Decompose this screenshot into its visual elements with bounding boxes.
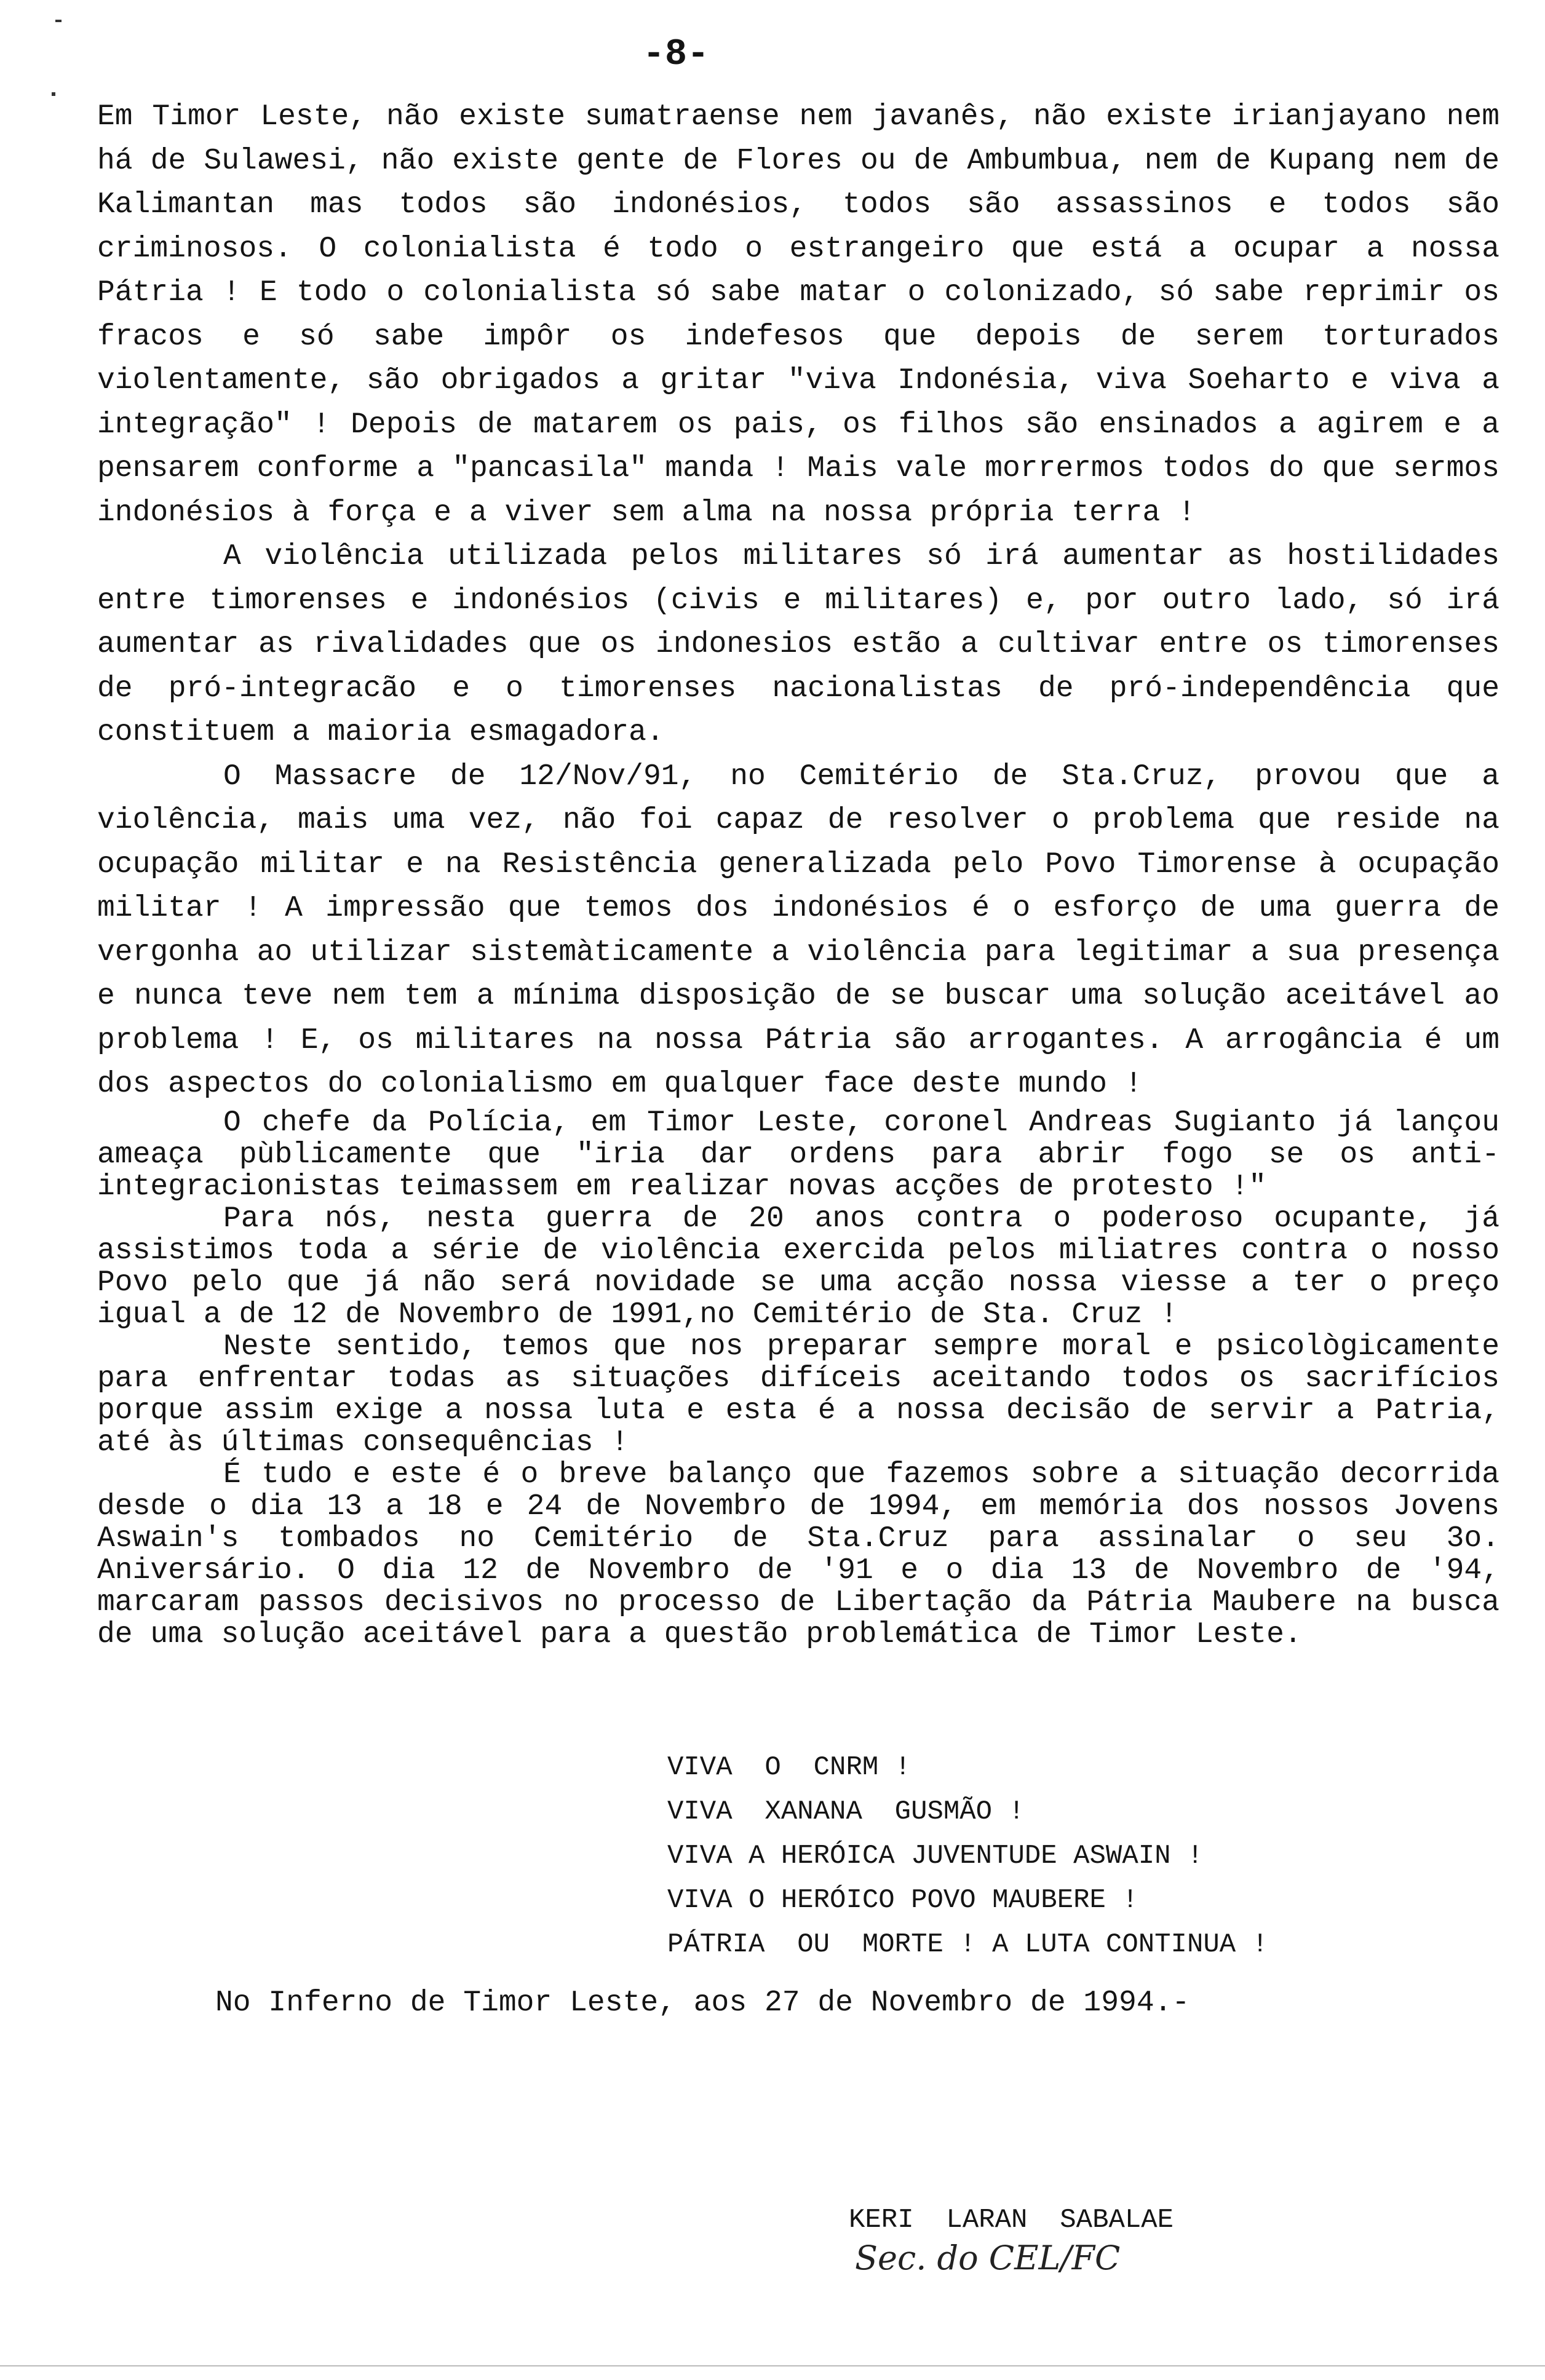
- paragraph-7: É tudo e este é o breve balanço que fazemos sobre a situação decorrida desde o dia 13 a 18 e 24 de Novembro de 1994, em memória dos nossos Jovens Aswain's tombados no Cemitério de Sta.Cruz para assinalar o seu 3o. Aniversário. O dia 12 de Novembro de '91 e o dia 13 de Novembro de '94, marcaram passos decisivos no processo de Libertação da Pátria Maubere na busca de uma solução aceitável para a questão problemática de Timor Leste.: [97, 1458, 1499, 1651]
- slogan-line: VIVA O HERÓICO POVO MAUBERE !: [667, 1885, 1138, 1916]
- slogan-line: VIVA XANANA GUSMÃO !: [667, 1796, 1025, 1827]
- paragraph-4: O chefe da Polícia, em Timor Leste, coronel Andreas Sugianto já lançou ameaça pùblicamente que "iria dar ordens para abrir fogo se os anti-integracionistas teimassem em realizar novas acções de protesto !": [97, 1106, 1499, 1204]
- page-number: -8-: [643, 34, 710, 76]
- letter-body: [97, 95, 1499, 1651]
- paragraph-5: Para nós, nesta guerra de 20 anos contra o poderoso ocupante, já assistimos toda a série de violência exercida pelos miliatres contra o nosso Povo pelo que já não será novidade se uma acção nossa viesse a ter o preço igual a de 12 de Novembro de 1991,no Cemitério de Sta. Cruz !: [97, 1202, 1499, 1331]
- scan-edge-line: [0, 2365, 1545, 2366]
- slogan-line: VIVA A HERÓICA JUVENTUDE ASWAIN !: [667, 1841, 1204, 1871]
- slogan-line: VIVA O CNRM !: [667, 1752, 912, 1783]
- paragraph-6: Neste sentido, temos que nos preparar sempre moral e psicològicamente para enfrentar todas as situações difíceis aceitando todos os sacrifícios porque assim exige a nossa luta e esta é a nossa decisão de servir a Patria, até às últimas consequências !: [97, 1330, 1499, 1459]
- paragraph-3: O Massacre de 12/Nov/91, no Cemitério de Sta.Cruz, provou que a violência, mais uma vez, não foi capaz de resolver o problema que reside na ocupação militar e na Resistência generalizada pelo Povo Timorense à ocupação militar ! A impressão que temos dos indonésios é o esforço de uma guerra de vergonha ao utilizar sistemàticamente a violência para legitimar a sua presença e nunca teve nem tem a mínima disposição de se buscar uma solução aceitável ao problema ! E, os militares na nossa Pátria são arrogantes. A arrogância é um dos aspectos do colonialismo em qualquer face deste mundo !: [97, 760, 1499, 1101]
- slogan-line: PÁTRIA OU MORTE ! A LUTA CONTINUA !: [667, 1929, 1268, 1960]
- closing-slogans: [667, 1745, 1268, 1967]
- paragraph-1: Em Timor Leste, não existe sumatraense nem javanês, não existe irianjayano nem há de Sulawesi, não existe gente de Flores ou de Ambumbua, nem de Kupang nem de Kalimantan mas todos são indonésios, todos são assassinos e todos são criminosos. O colonialista é todo o estrangeiro que está a ocupar a nossa Pátria ! E todo o colonialista só sabe matar o colonizado, só sabe reprimir os fracos e só sabe impôr os indefesos que depois de serem torturados violentamente, são obrigados a gritar "viva Indonésia, viva Soeharto e viva a integração" ! Depois de matarem os pais, os filhos são ensinados a agirem e a pensarem conforme a "pancasila" manda ! Mais vale morrermos todos do que sermos indonésios à força e a viver sem alma na nossa própria terra !: [97, 100, 1499, 530]
- paragraph-2: A violência utilizada pelos militares só irá aumentar as hostilidades entre timorenses e indonésios (civis e militares) e, por outro lado, só irá aumentar as rivalidades que os indonesios estão a cultivar entre os timorenses de pró-integracão e o timorenses nacionalistas de pró-independência que constituem a maioria esmagadora.: [97, 540, 1499, 749]
- scan-speck: [55, 20, 62, 22]
- scan-speck: [52, 92, 55, 96]
- handwritten-signature-title: Sec. do CEL/FC: [855, 2239, 1121, 2277]
- dateline: No Inferno de Timor Leste, aos 27 de Novembro de 1994.-: [215, 1986, 1190, 2020]
- signatory-name: KERI LARAN SABALAE: [849, 2205, 1174, 2235]
